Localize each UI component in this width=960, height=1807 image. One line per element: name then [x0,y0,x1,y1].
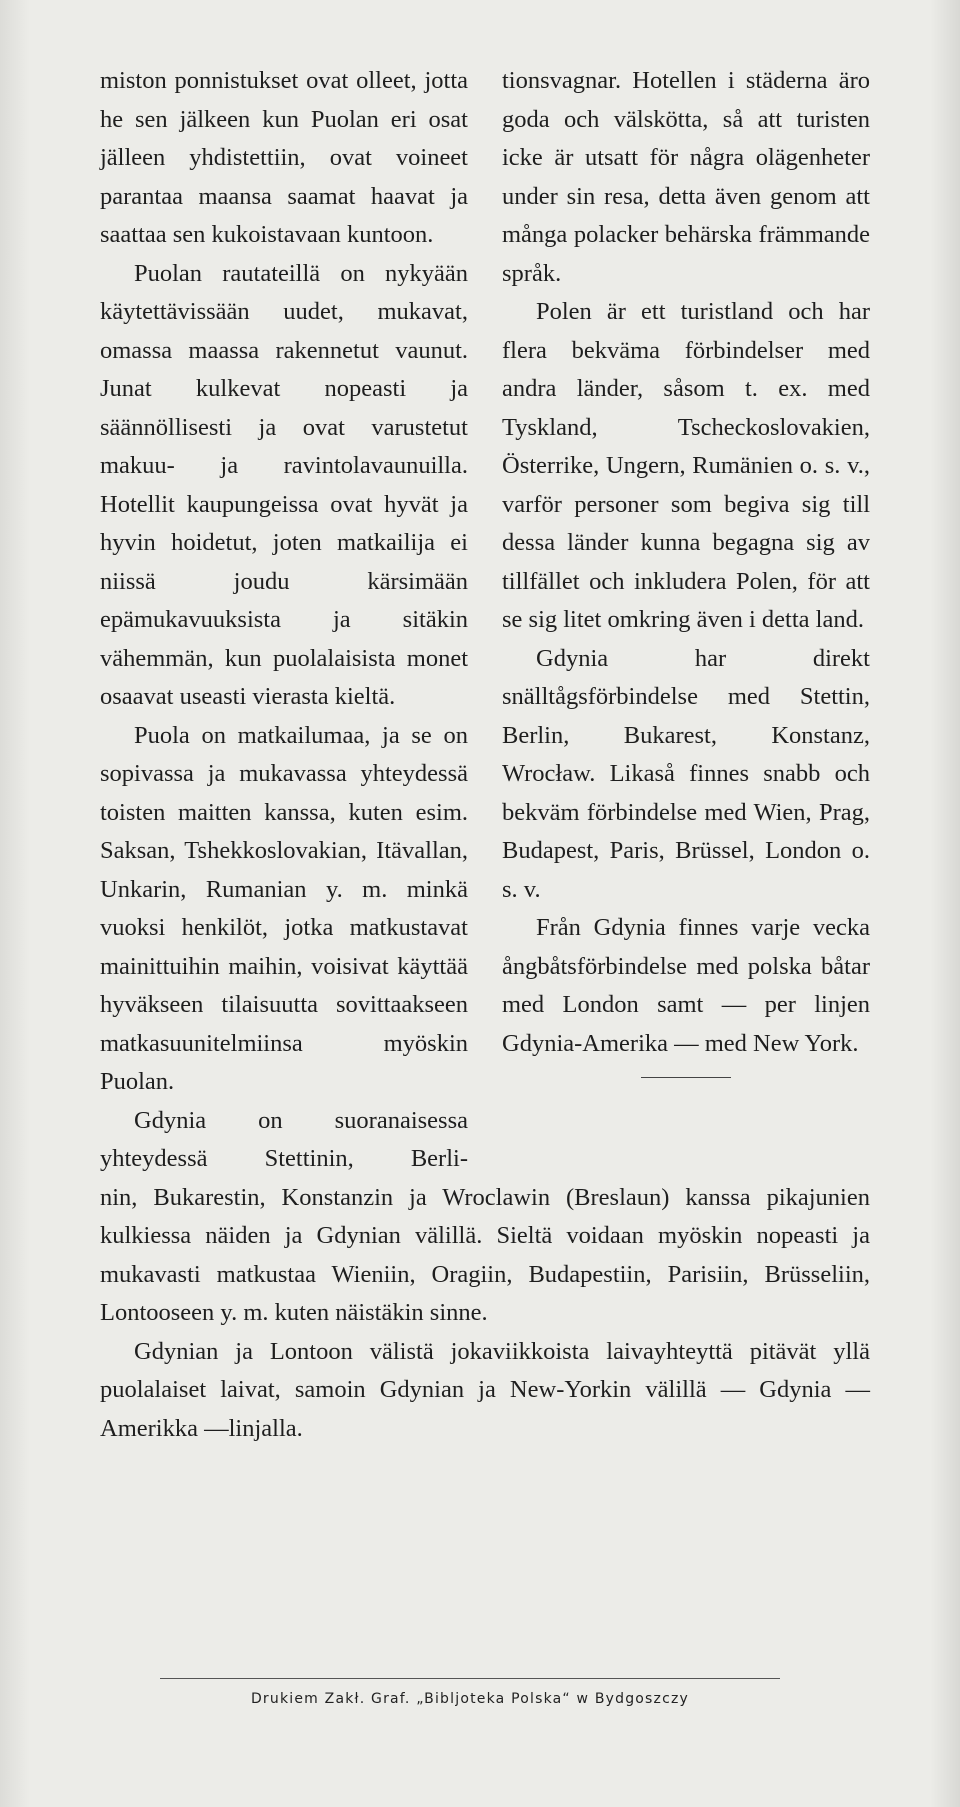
paragraph: Gdynia har direkt snälltågsförbindelse med Stettin, Berlin, Bukarest, Konstanz, Wrocław. Likaså finnes snabb och bekväm förbindelse med Wien, Prag, Budapest, Paris, Brüssel, London o. s. v. [502,644,870,903]
paragraph: Puola on matkailumaa, ja se on sopivassa ja mukavassa yhteydessä toisten maitten kanssa, kuten esim. Saksan, Tshekkoslovakian, Itävallan, Unkarin, Rumanian y. m. minkä vuoksi henkilöt, jotka matkustavat mainittuihin maihin, voisivat käyttää hyväkseen tilaisuutta sovittaakseen matkasuunitelmiinsa myöskin Puolan. [100,721,468,1095]
section-divider [641,1077,731,1078]
text-area [100,62,870,1448]
paragraph: Gdynian ja Lontoon välistä jokaviikkoista laivayhteyttä pitävät yllä puolalaiset laivat, samoin Gdynian ja New-Yorkin välillä — Gdynia — Amerikka —linjalla. [100,1337,870,1442]
paragraph: Från Gdynia finnes varje vecka ångbåtsförbindelse med polska båtar med London samt — per linjen Gdynia-Amerika — med New York. [502,914,870,1057]
finnish-column [100,62,468,1179]
paragraph: Gdynia on suoranaisessa yhteydessä Stettinin, Berli- [100,1106,468,1172]
full-width-section [100,1179,870,1449]
paragraph: miston ponnistukset ovat olleet, jotta he sen jälkeen kun Puolan eri osat jälleen yhdistettiin, ovat voineet parantaa maansa saamat haavat ja saattaa sen kukoistavaan kuntoon. [100,67,468,248]
paragraph: nin, Bukarestin, Konstanzin ja Wroclawin (Breslaun) kanssa pikajunien kulkiessa näiden ja Gdynian välillä. Sieltä voidaan myöskin nopeasti ja mukavasti matkustaa Wieniin, Oragiin, Budapestiin, Parisiin, Brüsseliin, Lontooseen y. m. kuten näistäkin sinne. [100,1183,870,1326]
swedish-column [502,62,870,1179]
paragraph: Polen är ett turistland och har flera bekväma förbindelser med andra länder, såsom t. ex. med Tyskland, Tscheckoslovakien, Österrike, Ungern, Rumänien o. s. v., varför personer som begiva sig till dessa länder kunna begagna sig av tillfället och inkludera Polen, för att se sig litet omkring även i detta land. [502,298,870,633]
two-column-section [100,62,870,1179]
printer-imprint: Drukiem Zakł. Graf. „Bibljoteka Polska“ w Bydgoszczy [250,1691,690,1707]
paragraph: tionsvagnar. Hotellen i städerna äro goda och välskötta, så att turisten icke är utsatt för några olägenheter under sin resa, detta även genom att många polacker behärska främmande språk. [502,67,870,287]
colophon [160,1678,780,1707]
paragraph: Puolan rautateillä on nykyään käytettävissään uudet, mukavat, omassa maassa rakennetut vaunut. Junat kulkevat nopeasti ja säännöllisesti ja ovat varustetut makuu- ja ravintolavaunuilla. Hotellit kaupungeissa ovat hyvät ja hyvin hoidetut, joten matkailija ei niissä joudu kärsimään epämukavuuksista ja sitäkin vähemmän, kun puolalaisista monet osaavat useasti vierasta kieltä. [100,259,468,710]
